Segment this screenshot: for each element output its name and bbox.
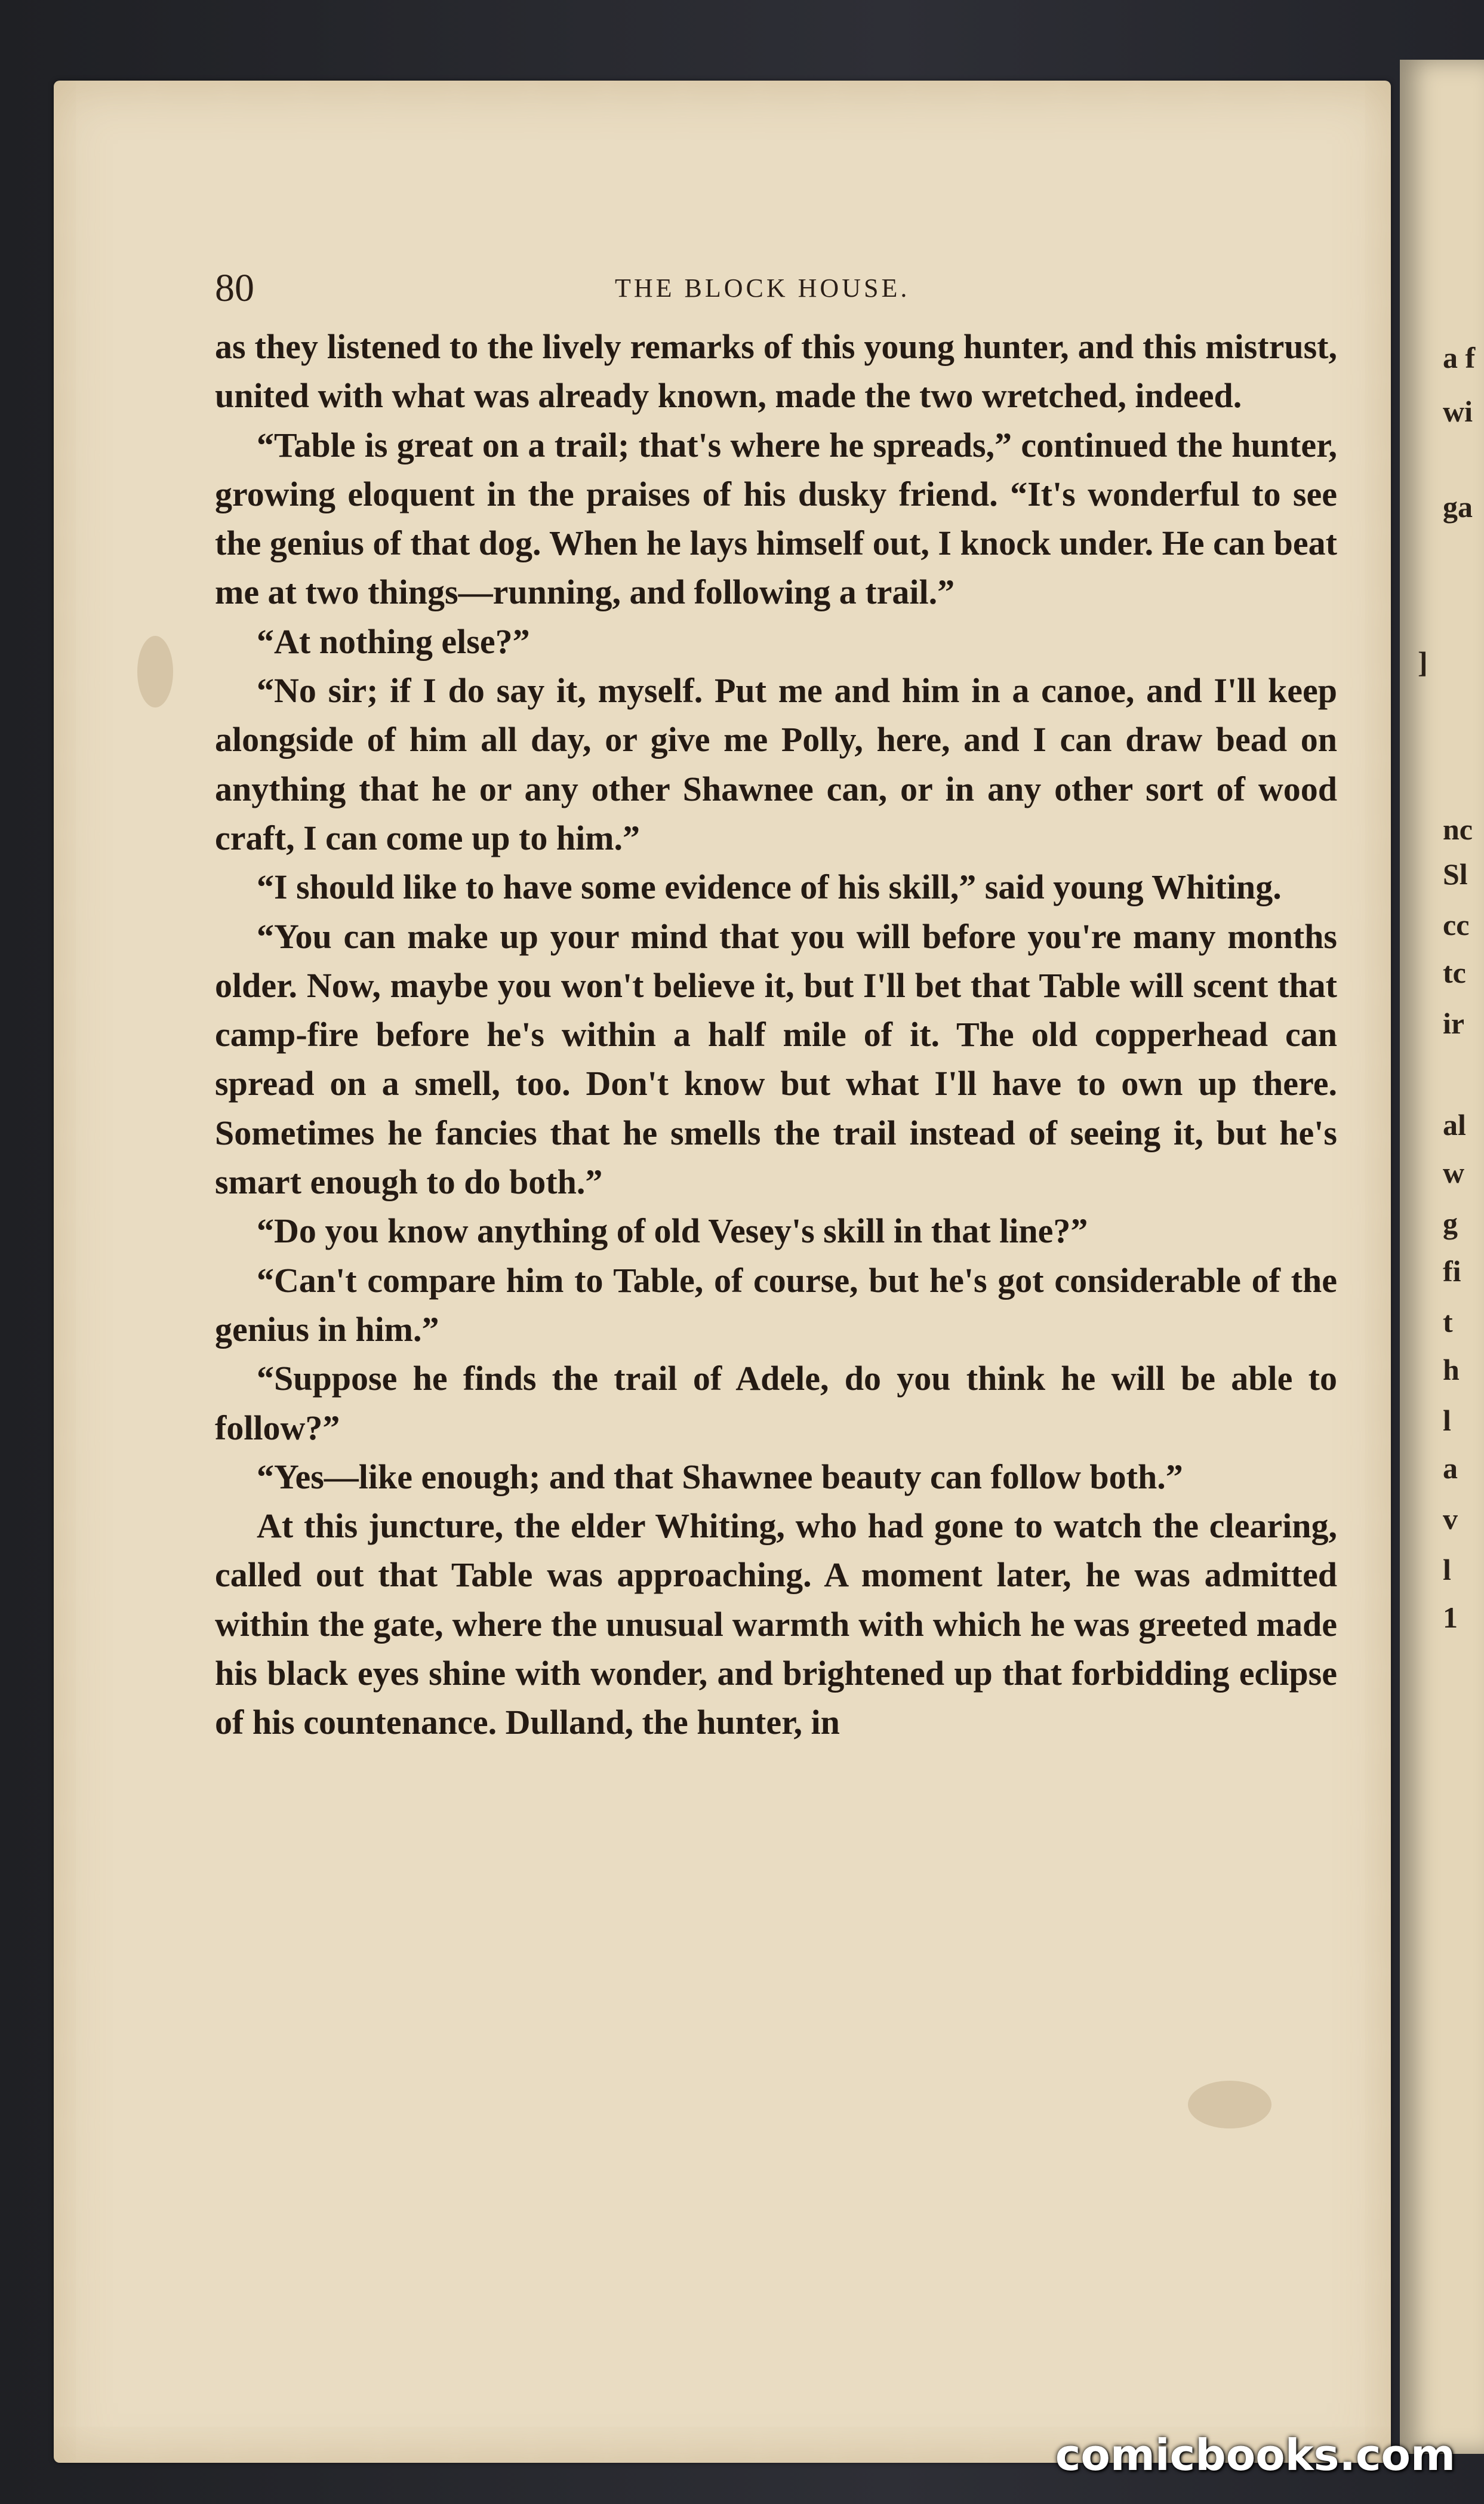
next-page-fragment: ir: [1443, 1007, 1465, 1040]
page-stain: [1188, 2081, 1271, 2128]
next-page-fragment: nc: [1443, 813, 1473, 846]
next-page-fragment: t: [1443, 1305, 1453, 1339]
site-watermark: comicbooks.com: [1055, 2430, 1455, 2480]
next-page-fragment: ga: [1443, 490, 1473, 524]
paragraph: “Yes—like enough; and that Shawnee beauty can follow both.”: [257, 1457, 1183, 1496]
paragraph: “Table is great on a trail; that's where he spreads,” continued the hunter, growing eloquent in the praises of his dusky friend. “It's wonderful to see the genius of that dog. When he lays himself out, I knock under. He can beat me at two things—running, and following a trail.”: [215, 425, 1337, 612]
paragraph: “Can't compare him to Table, of course, but he's got considerable of the genius in him.”: [215, 1260, 1337, 1349]
paragraph: “No sir; if I do say it, myself. Put me and him in a canoe, and I'll keep alongside of him all day, or give me Polly, here, and I can draw bead on anything that he or any other Shawnee can, or in any other sort of wood craft, I can come up to him.”: [215, 671, 1337, 857]
next-page-edge: [1400, 60, 1484, 2454]
next-page-fragment: Sl: [1443, 857, 1468, 891]
next-page-fragment: 1: [1443, 1601, 1458, 1634]
next-page-fragment: w: [1443, 1156, 1465, 1189]
next-page-fragment: a f: [1443, 341, 1476, 374]
next-page-fragment: a: [1443, 1451, 1458, 1485]
next-page-fragment: h: [1443, 1353, 1460, 1386]
paragraph: “You can make up your mind that you will before you're many months older. Now, maybe you won't believe it, but I'll bet that Table will scent that camp-fire before he's within a half mile of it. The old copperhead can spread on a smell, too. Don't know but what I'll have to own up there. Sometimes he fancies that he smells the trail instead of seeing it, but he's smart enough to do both.”: [215, 916, 1337, 1202]
paragraph: “I should like to have some evidence of his skill,” said young Whiting.: [257, 868, 1282, 907]
paragraph: “At nothing else?”: [257, 622, 530, 661]
next-page-fragment: fi: [1443, 1254, 1461, 1288]
next-page-fragment: v: [1443, 1502, 1458, 1536]
next-page-fragment: ]: [1418, 645, 1428, 679]
next-page-fragment: al: [1443, 1108, 1466, 1142]
paragraph: “Do you know anything of old Vesey's skill in that line?”: [257, 1211, 1088, 1251]
next-page-fragment: l: [1443, 1553, 1451, 1586]
next-page-fragment: l: [1443, 1404, 1451, 1437]
page-number: 80: [215, 266, 254, 310]
page-header: [215, 266, 1349, 310]
running-head: THE BLOCK HOUSE.: [615, 273, 910, 303]
next-page-fragment: tc: [1443, 956, 1466, 989]
next-page-fragment: wi: [1443, 395, 1473, 428]
next-page-fragment: cc: [1443, 908, 1470, 942]
body-text: [215, 322, 1337, 1748]
paragraph: At this juncture, the elder Whiting, who had gone to watch the clearing, called out that Table was approaching. A moment later, he was admitted within the gate, where the unusual warmth with which he was greeted made his black eyes shine with wonder, and brightened up that forbidding eclipse of his countenance. Dulland, the hunter, in: [215, 1506, 1337, 1742]
paragraph: “Suppose he finds the trail of Adele, do you think he will be able to follow?”: [215, 1359, 1337, 1447]
page-stain: [137, 636, 173, 707]
paragraph: as they listened to the lively remarks of this young hunter, and this mistrust, united with what was already known, made the two wretched, indeed.: [215, 327, 1337, 416]
next-page-fragment: g: [1443, 1207, 1458, 1240]
